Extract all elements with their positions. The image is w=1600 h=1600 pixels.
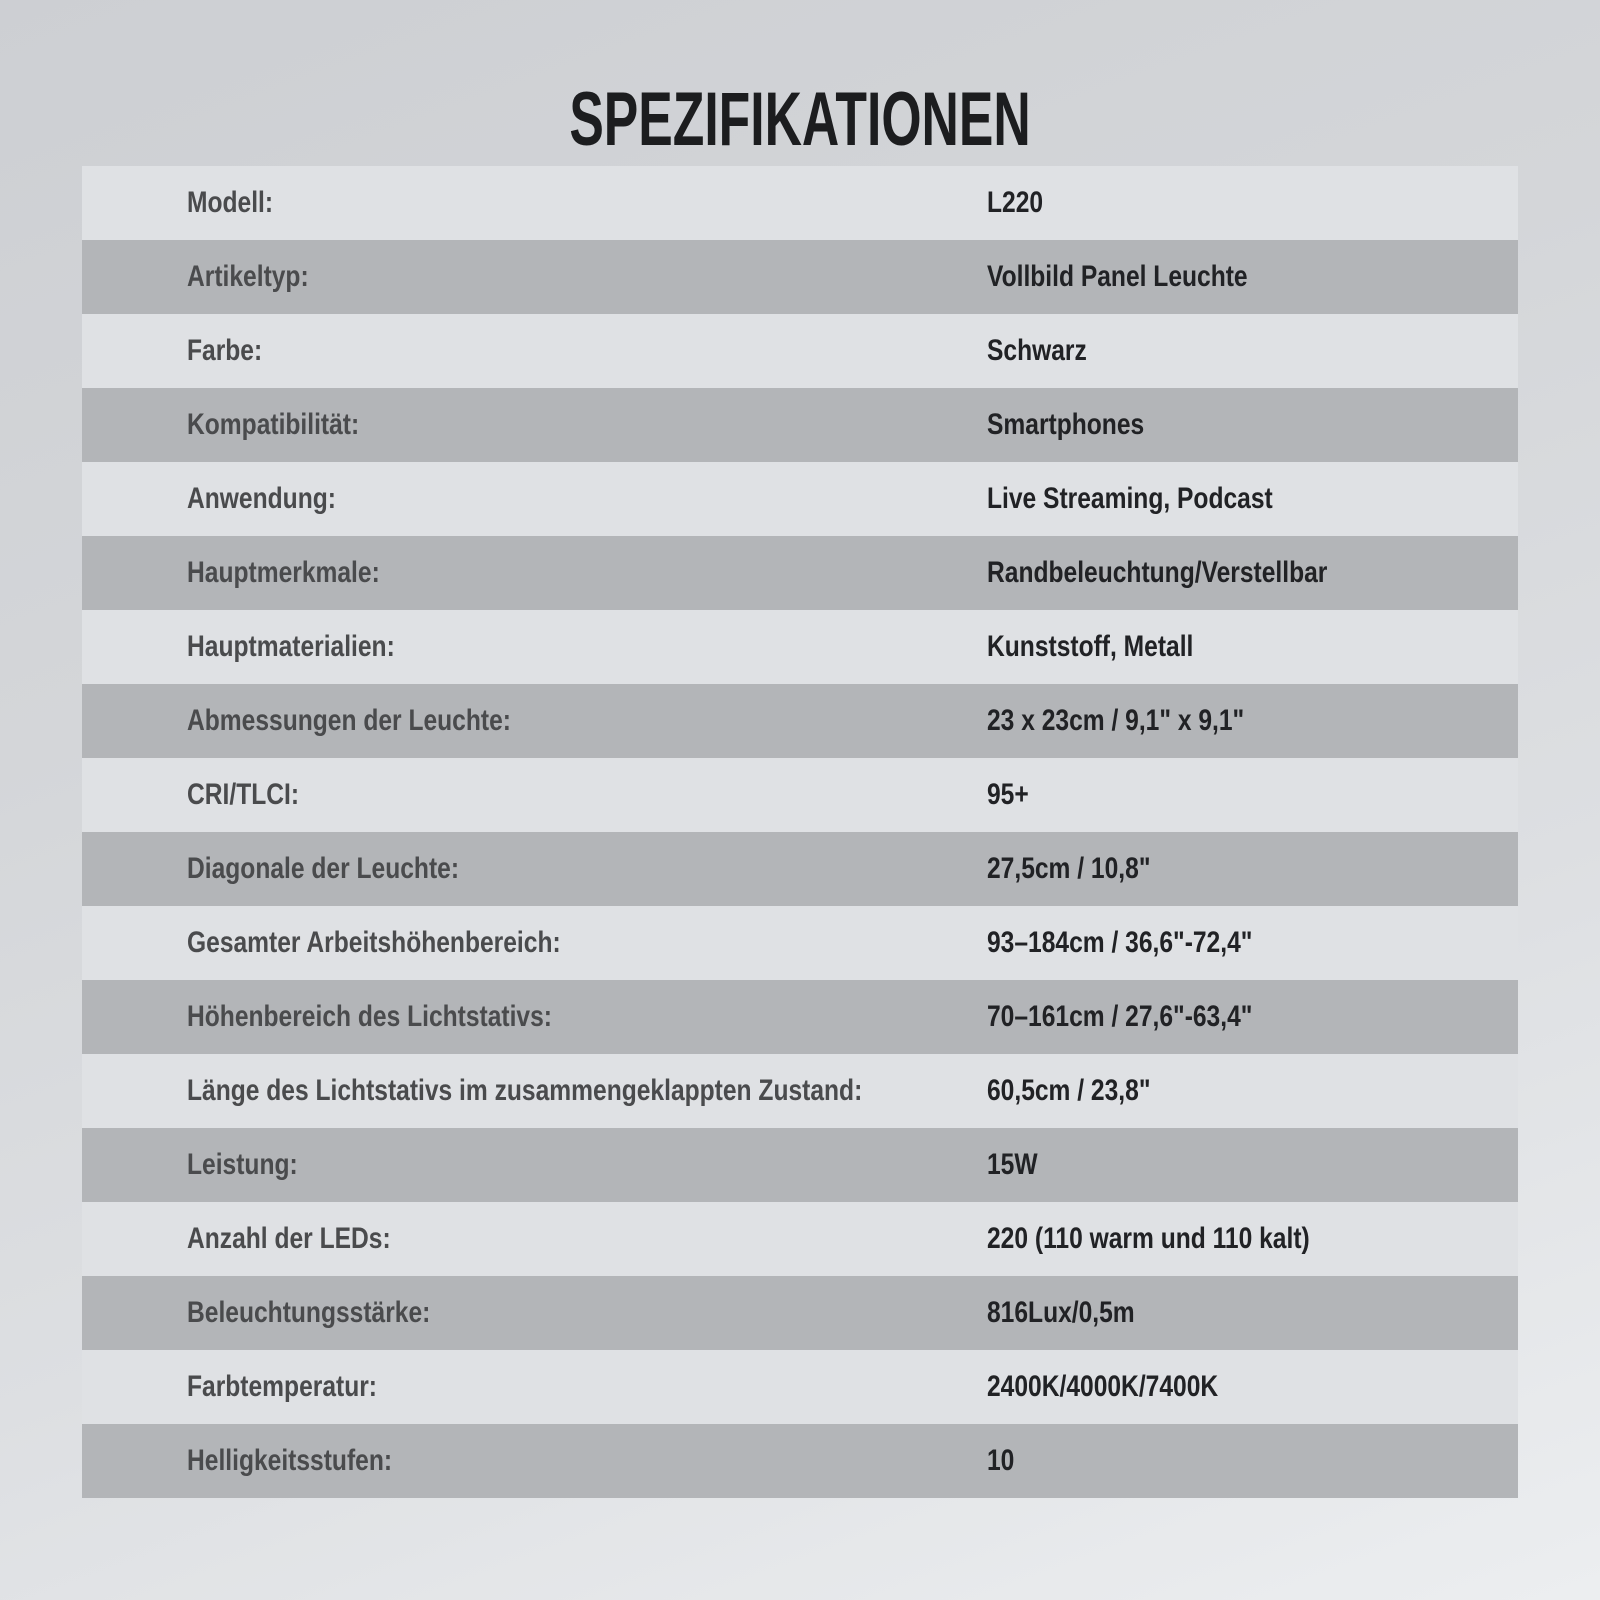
spec-value <box>987 1444 1020 1478</box>
spec-value-text: 2400K/4000K/7400K <box>987 1370 1219 1403</box>
spec-value <box>987 630 1239 664</box>
spec-value <box>987 1222 1381 1256</box>
table-row <box>82 980 1518 1054</box>
spec-label <box>187 186 292 220</box>
spec-label <box>187 408 397 442</box>
spec-label <box>187 1444 437 1478</box>
table-row <box>82 906 1518 980</box>
spec-value-text: Vollbild Panel Leuchte <box>987 260 1248 293</box>
spec-label-text: Hauptmerkmale: <box>187 556 380 589</box>
spec-label-text: CRI/TLCI: <box>187 778 300 811</box>
spec-value-text: 70–161cm / 27,6"-63,4" <box>987 1000 1253 1033</box>
spec-value-text: Randbeleuchtung/Verstellbar <box>987 556 1328 589</box>
spec-value-text: 10 <box>987 1444 1015 1477</box>
spec-value <box>987 482 1335 516</box>
spec-value-text: 816Lux/0,5m <box>987 1296 1135 1329</box>
spec-label-text: Farbe: <box>187 334 263 367</box>
spec-value-text: 27,5cm / 10,8" <box>987 852 1151 885</box>
spec-value <box>987 556 1402 590</box>
spec-value <box>987 1296 1167 1330</box>
spec-value-text: Kunststoff, Metall <box>987 630 1194 663</box>
spec-label-text: Höhenbereich des Lichtstativs: <box>187 1000 552 1033</box>
table-row <box>82 1276 1518 1350</box>
spec-label <box>187 852 519 886</box>
spec-label <box>187 704 582 738</box>
spec-label-text: Farbtemperatur: <box>187 1370 378 1403</box>
table-row <box>82 1350 1518 1424</box>
spec-label <box>187 630 440 664</box>
spec-label-text: Modell: <box>187 186 274 219</box>
spec-label-text: Kompatibilität: <box>187 408 360 441</box>
spec-label <box>187 260 335 294</box>
table-row <box>82 758 1518 832</box>
spec-label-text: Länge des Lichtstativs im zusammengeklappten Zustand: <box>187 1074 863 1107</box>
spec-label <box>187 926 643 960</box>
spec-label <box>187 556 422 590</box>
table-row <box>82 1202 1518 1276</box>
spec-label <box>187 1074 1011 1108</box>
spec-label-text: Hauptmaterialien: <box>187 630 395 663</box>
spec-label <box>187 334 279 368</box>
spec-value-text: Live Streaming, Podcast <box>987 482 1273 515</box>
spec-label <box>187 1148 322 1182</box>
spec-value <box>987 1000 1311 1034</box>
spec-value-text: Schwarz <box>987 334 1087 367</box>
spec-value <box>987 778 1038 812</box>
table-row <box>82 462 1518 536</box>
table-row <box>82 832 1518 906</box>
spec-value-text: 23 x 23cm / 9,1" x 9,1" <box>987 704 1245 737</box>
spec-value-text: 220 (110 warm und 110 kalt) <box>987 1222 1310 1255</box>
spec-value <box>987 408 1179 442</box>
spec-label-text: Beleuchtungsstärke: <box>187 1296 431 1329</box>
spec-label-text: Anzahl der LEDs: <box>187 1222 391 1255</box>
spec-value-text: 95+ <box>987 778 1029 811</box>
spec-value-text: L220 <box>987 186 1044 219</box>
spec-label-text: Leistung: <box>187 1148 298 1181</box>
table-row <box>82 684 1518 758</box>
spec-value <box>987 1148 1049 1182</box>
table-row <box>82 388 1518 462</box>
spec-value-text: 15W <box>987 1148 1038 1181</box>
table-row <box>82 1054 1518 1128</box>
spec-value-text: Smartphones <box>987 408 1145 441</box>
table-row <box>82 1128 1518 1202</box>
table-row <box>82 610 1518 684</box>
spec-label <box>187 1296 484 1330</box>
spec-value <box>987 1074 1186 1108</box>
specifications-table <box>82 166 1518 1498</box>
spec-label <box>187 1000 632 1034</box>
spec-label-text: Abmessungen der Leuchte: <box>187 704 511 737</box>
spec-value-text: 93–184cm / 36,6"-72,4" <box>987 926 1253 959</box>
table-row <box>82 166 1518 240</box>
spec-value <box>987 852 1186 886</box>
spec-label <box>187 482 369 516</box>
spec-label <box>187 1222 435 1256</box>
page-title: SPEZIFIKATIONEN <box>569 77 1031 162</box>
table-row <box>82 240 1518 314</box>
spec-value <box>987 334 1109 368</box>
spec-value-text: 60,5cm / 23,8" <box>987 1074 1151 1107</box>
spec-value <box>987 186 1055 220</box>
spec-label-text: Diagonale der Leuchte: <box>187 852 460 885</box>
spec-label <box>187 1370 419 1404</box>
spec-value <box>987 704 1301 738</box>
spec-label-text: Helligkeitsstufen: <box>187 1444 393 1477</box>
spec-value <box>987 260 1305 294</box>
spec-value <box>987 926 1311 960</box>
table-row <box>82 1424 1518 1498</box>
spec-label <box>187 778 324 812</box>
spec-label-text: Gesamter Arbeitshöhenbereich: <box>187 926 561 959</box>
spec-value <box>987 1370 1269 1404</box>
spec-label-text: Artikeltyp: <box>187 260 309 293</box>
table-row <box>82 314 1518 388</box>
table-row <box>82 536 1518 610</box>
spec-label-text: Anwendung: <box>187 482 336 515</box>
